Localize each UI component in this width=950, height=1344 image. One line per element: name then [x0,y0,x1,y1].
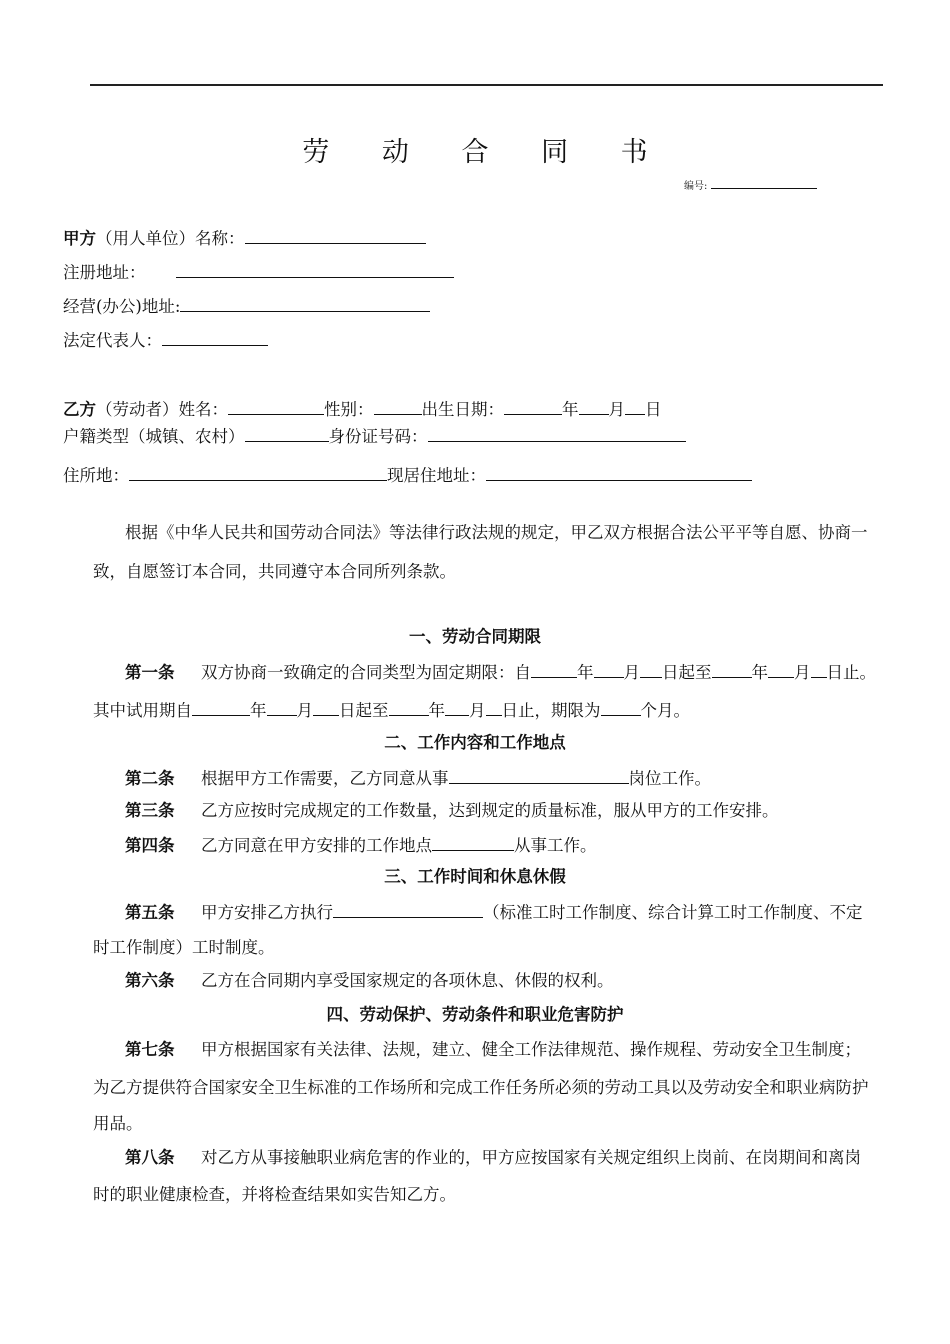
birth-month-blank[interactable] [579,397,609,415]
article-7-label: 第七条 [125,1040,175,1059]
probation-end-year-blank[interactable] [389,698,429,716]
probation-month-label: 月 [296,701,313,720]
a1-year-label: 年 [577,663,594,682]
birth-month-label: 月 [608,400,625,419]
article-6 [125,970,614,992]
probation-to-label: 日止，期限为 [501,701,601,720]
probation-year-label: 年 [250,701,267,720]
preamble-line-1: 根据《中华人民共和国劳动合同法》等法律行政法规的规定，甲乙双方根据合法公平平等自愿、协商一 [125,523,868,542]
job-position-blank[interactable] [449,766,629,784]
article-7 [125,1039,861,1061]
section-heading-2: 二、工作内容和工作地点 [384,733,566,752]
probation-start-year-blank[interactable] [192,698,250,716]
section-heading-4: 四、劳动保护、劳动条件和职业危害防护 [326,1005,624,1024]
residence-label: 住所地： [63,466,129,485]
probation-months-label: 个月。 [640,701,690,720]
a1-end-day-blank[interactable] [811,660,827,678]
a1-start-year-blank[interactable] [531,660,577,678]
party-a-biz-address-row [63,294,430,318]
party-a-legal-rep-row [63,328,268,352]
party-a-name-label: （用人单位）名称： [96,229,245,248]
party-a-reg-address-row [63,260,454,284]
article-4 [125,833,597,857]
party-b-label: 乙方 [63,400,96,419]
a1-end-month-label: 月 [794,663,811,682]
article-4-text-end: 从事工作。 [514,836,597,855]
party-b-name-row [63,397,662,421]
party-a-name-blank[interactable] [245,226,426,244]
gender-blank[interactable] [374,397,422,415]
article-2-label: 第二条 [125,769,175,788]
article-6-label: 第六条 [125,971,175,990]
article-4-label: 第四条 [125,836,175,855]
reg-address-blank[interactable] [176,260,454,278]
article-8-label: 第八条 [125,1148,175,1167]
hukou-blank[interactable] [245,424,329,442]
article-7-line-3: 用品。 [93,1114,143,1133]
birth-day-blank[interactable] [625,397,645,415]
header-rule [90,84,883,86]
party-b-name-blank[interactable] [228,397,324,415]
article-5 [125,900,863,924]
party-b-address-row [63,463,752,487]
id-label: 身份证号码： [328,427,428,446]
a1-start-month-blank[interactable] [594,660,624,678]
article-7-line-2: 为乙方提供符合国家安全卫生标准的工作场所和完成工作任务所必须的劳动工具以及劳动安全和职业病防护 [93,1078,869,1097]
id-blank[interactable] [428,424,686,442]
article-3-text: 乙方应按时完成规定的工作数量，达到规定的质量标准，服从甲方的工作安排。 [201,801,779,820]
article-5-text-end: （标准工时工作制度、综合计算工时工作制度、不定 [483,903,863,922]
work-hours-system-blank[interactable] [333,900,483,918]
party-a-label: 甲方 [63,229,96,248]
hukou-label: 户籍类型（城镇、农村） [63,427,245,446]
party-a-name-row [63,226,426,250]
serial-blank[interactable] [711,178,817,189]
probation-months-blank[interactable] [601,698,641,716]
article-2 [125,766,711,790]
probation-end-month-label: 月 [469,701,486,720]
article-4-text: 乙方同意在甲方安排的工作地点 [201,836,432,855]
article-3 [125,800,779,822]
article-8 [125,1147,861,1169]
current-address-blank[interactable] [486,463,752,481]
article-8-text: 对乙方从事接触职业病危害的作业的，甲方应按国家有关规定组织上岗前、在岗期间和离岗 [201,1148,861,1167]
legal-rep-blank[interactable] [162,328,268,346]
preamble-line-2: 致，自愿签订本合同，共同遵守本合同所列条款。 [93,562,456,581]
article-2-text: 根据甲方工作需要，乙方同意从事 [201,769,449,788]
article-8-line-2: 时的职业健康检查，并将检查结果如实告知乙方。 [93,1185,456,1204]
a1-to-label: 日止。 [826,663,876,682]
probation-from-label: 日起至 [339,701,389,720]
article-7-text: 甲方根据国家有关法律、法规，建立、健全工作法律规范、操作规程、劳动安全卫生制度； [201,1040,861,1059]
work-location-blank[interactable] [432,833,514,851]
probation-start-month-blank[interactable] [267,698,297,716]
biz-address-label: 经营(办公)地址: [63,297,181,316]
gender-label: 性别： [324,400,374,419]
birth-label: 出生日期： [421,400,504,419]
a1-end-month-blank[interactable] [768,660,794,678]
article-1-line-2 [93,698,690,722]
probation-label: 其中试用期自 [93,701,192,720]
birth-year-label: 年 [562,400,579,419]
probation-end-month-blank[interactable] [445,698,469,716]
article-5-line-2: 时工作制度）工时制度。 [93,938,275,957]
a1-month-label: 月 [623,663,640,682]
article-2-text-end: 岗位工作。 [628,769,711,788]
section-heading-3: 三、工作时间和休息休假 [384,867,566,886]
reg-address-label: 注册地址： [63,263,146,282]
a1-from-label: 日起至 [662,663,712,682]
article-1-text: 双方协商一致确定的合同类型为固定期限：自 [201,663,531,682]
probation-end-day-blank[interactable] [486,698,502,716]
article-5-label: 第五条 [125,903,175,922]
legal-rep-label: 法定代表人： [63,331,162,350]
biz-address-blank[interactable] [180,294,430,312]
current-address-label: 现居住地址： [387,466,486,485]
birth-year-blank[interactable] [504,397,562,415]
article-5-text: 甲方安排乙方执行 [201,903,333,922]
document-title: 劳 动 合 同 书 [302,137,670,168]
probation-start-day-blank[interactable] [313,698,339,716]
party-b-name-label: （劳动者）姓名： [96,400,228,419]
birth-day-label: 日 [645,400,662,419]
residence-blank[interactable] [129,463,387,481]
section-heading-1: 一、劳动合同期限 [409,627,541,646]
article-3-label: 第三条 [125,801,175,820]
article-6-text: 乙方在合同期内享受国家规定的各项休息、休假的权利。 [201,971,614,990]
probation-end-year-label: 年 [428,701,445,720]
a1-end-year-blank[interactable] [712,660,752,678]
article-1 [125,660,876,684]
a1-end-year-label: 年 [751,663,768,682]
party-b-hukou-row [63,424,686,448]
article-1-label: 第一条 [125,663,175,682]
serial-number [684,177,817,192]
serial-label: 编号: [684,181,708,192]
a1-start-day-blank[interactable] [640,660,662,678]
